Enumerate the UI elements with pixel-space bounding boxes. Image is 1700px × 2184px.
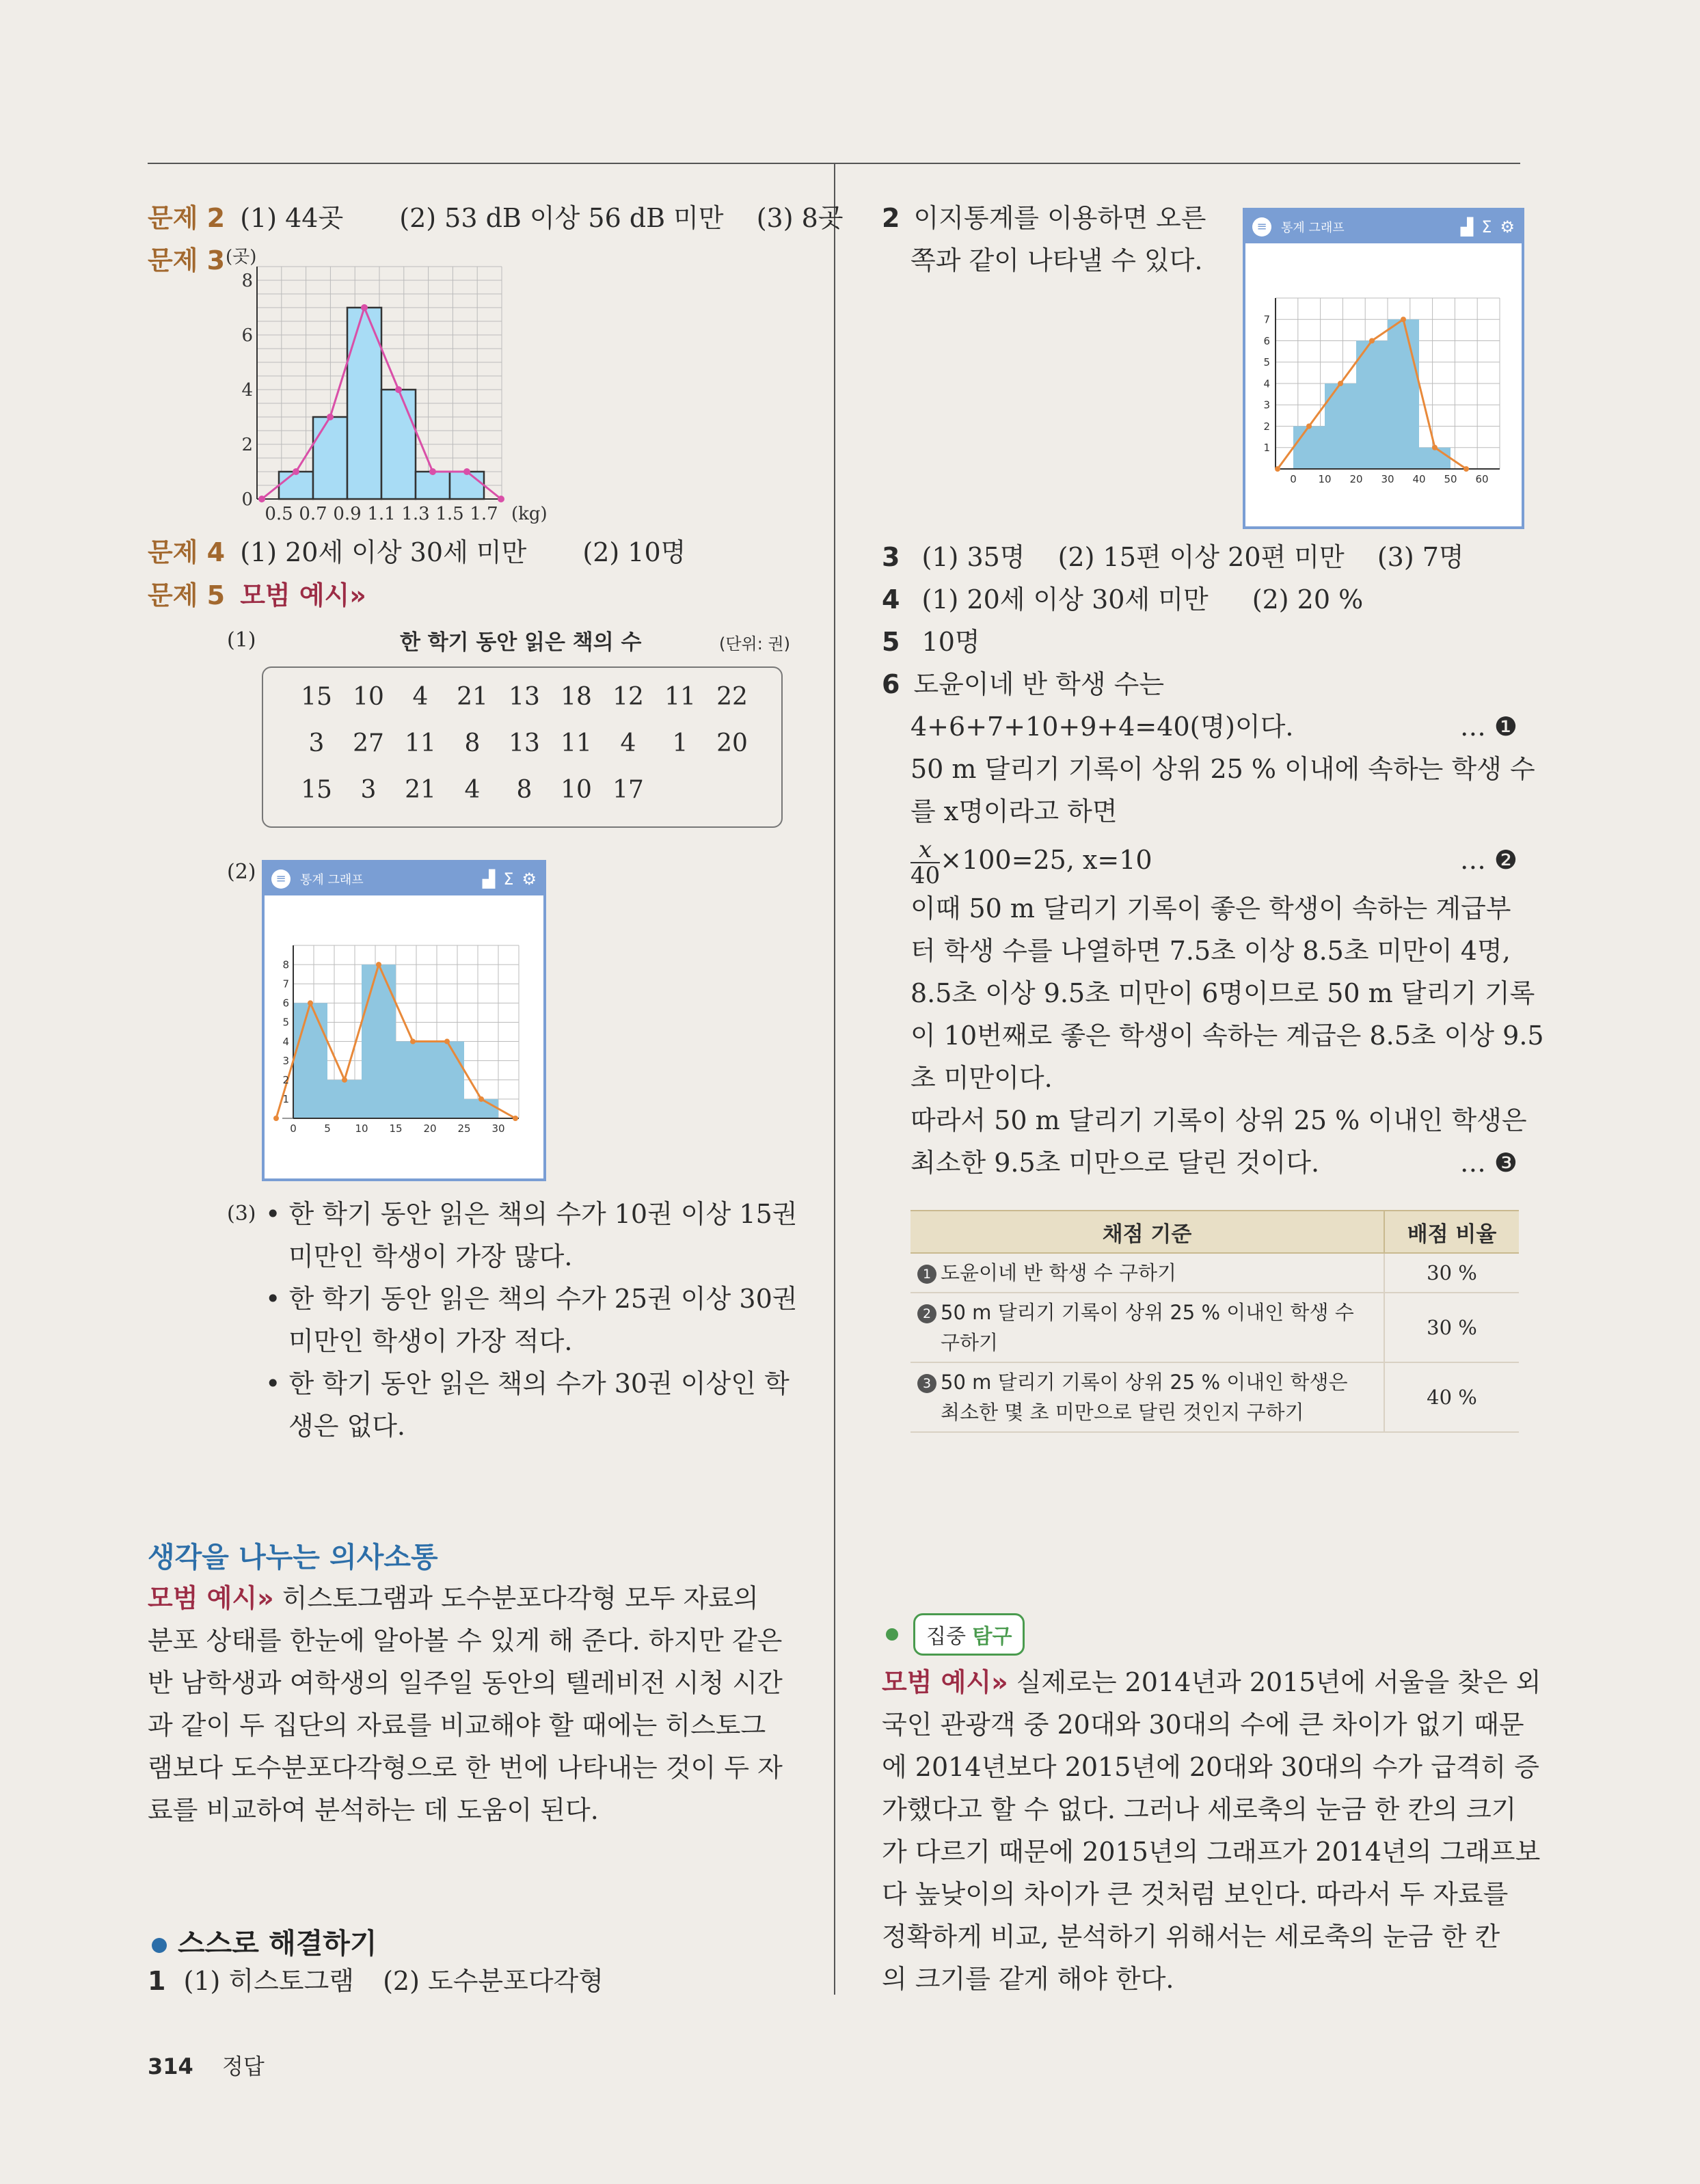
sum-icon[interactable]: Σ — [503, 869, 514, 889]
column-divider — [834, 163, 835, 1995]
x-tick-label: 30 — [491, 1122, 505, 1135]
y-tick-label: 1 — [1263, 442, 1270, 454]
polygon-point — [308, 1000, 313, 1006]
histogram-bar — [1388, 319, 1419, 469]
comm-line: 료를 비교하여 분석하는 데 도움이 된다. — [148, 1795, 599, 1825]
app-bar — [1245, 211, 1522, 243]
x-tick-label: 0.7 — [299, 504, 327, 524]
table-cell: 13 — [509, 729, 540, 757]
table-cell: 12 — [612, 682, 644, 711]
x-tick-label: 0 — [1290, 473, 1297, 485]
focus-line: 가 다르기 때문에 2015년의 그래프가 2014년의 그래프보 — [882, 1837, 1541, 1867]
focus-line: 에 2014년보다 2015년에 20대와 30대의 수가 급격히 증 — [882, 1752, 1540, 1782]
polygon-point — [1369, 338, 1375, 344]
table-cell: 11 — [405, 729, 436, 757]
x-tick-label: 1.3 — [401, 504, 430, 524]
menu-icon[interactable]: ≡ — [1252, 217, 1271, 237]
x-tick-label: 20 — [423, 1122, 437, 1135]
table-cell: 17 — [612, 775, 644, 804]
y-tick-label: 3 — [1263, 399, 1270, 412]
table-cell: 11 — [664, 682, 696, 711]
histogram-bar — [464, 1099, 498, 1118]
x-tick-label: 10 — [355, 1122, 368, 1135]
p5-n3: (3) — [227, 1202, 256, 1226]
x-tick-label: 1.1 — [367, 504, 396, 524]
y-tick-label: 8 — [241, 271, 253, 292]
histogram-bar — [1325, 383, 1356, 469]
histogram-bar — [313, 417, 347, 499]
comm-line: 히스토그램과 도수분포다각형 모두 자료의 — [282, 1583, 759, 1613]
table-cell: 1 — [672, 729, 688, 757]
y-tick-label: 2 — [241, 435, 253, 456]
score-table — [910, 1210, 1519, 1433]
y-tick-label: 5 — [1263, 356, 1270, 368]
x-tick-label: 60 — [1475, 473, 1489, 485]
app-window-books — [262, 860, 546, 1181]
stmt-line: • 한 학기 동안 읽은 책의 수가 30권 이상인 학 — [265, 1369, 790, 1399]
marker-1: … ❶ — [1459, 712, 1517, 742]
x-tick-label: 30 — [1381, 473, 1394, 485]
table-row — [291, 766, 758, 813]
chart-icon[interactable]: ▟ — [482, 869, 496, 889]
chart-icon[interactable]: ▟ — [1460, 217, 1474, 237]
p5-n1: (1) — [227, 628, 256, 652]
table-cell: 21 — [457, 682, 488, 711]
x-tick-label: 25 — [457, 1122, 471, 1135]
histogram-bar — [381, 390, 416, 499]
histogram-bar — [362, 965, 396, 1118]
q2: 2 이지통계를 이용하면 오른 쪽과 같이 나타낼 수 있다. — [882, 203, 1206, 275]
comm-line: 반 남학생과 여학생의 일주일 동안의 텔레비전 시청 시간 — [148, 1668, 783, 1698]
polygon-point — [429, 468, 436, 475]
y-tick-label: 4 — [241, 380, 253, 401]
y-tick-label: 2 — [1263, 420, 1270, 433]
histogram-bar — [1419, 448, 1451, 469]
x-tick-label: 20 — [1349, 473, 1363, 485]
table-row — [291, 720, 758, 766]
polygon-point — [1401, 316, 1406, 322]
histogram-bar — [293, 1003, 327, 1118]
y-tick-label: 3 — [282, 1054, 289, 1067]
problem-3-label: 문제 3 — [148, 245, 226, 275]
polygon-point — [513, 1116, 518, 1121]
gear-icon[interactable]: ⚙ — [522, 869, 537, 889]
chart-histogram-weight — [226, 247, 567, 528]
score-row: 1 도윤이네 반 학생 수 구하기 30 % — [910, 1253, 1519, 1293]
y-tick-label: 1 — [282, 1093, 289, 1106]
polygon-point — [293, 468, 299, 475]
data-table-box — [262, 666, 783, 828]
menu-icon[interactable]: ≡ — [271, 869, 291, 889]
polygon-point — [342, 1077, 347, 1083]
focus-line: 가했다고 할 수 없다. 그러나 세로축의 눈금 한 칸의 크기 — [882, 1794, 1517, 1824]
x-tick-label: 0.5 — [265, 504, 293, 524]
focus-line: 정확하게 비교, 분석하기 위해서는 세로축의 눈금 한 칸 — [882, 1922, 1500, 1952]
focus-body — [882, 1661, 1541, 2000]
fraction: $\frac{x}{40}$ — [910, 835, 941, 889]
polygon-point — [1275, 466, 1280, 472]
gear-icon[interactable]: ⚙ — [1500, 217, 1515, 237]
table-cell: 21 — [405, 775, 436, 804]
table-cell: 15 — [301, 775, 332, 804]
bullet-icon — [886, 1628, 898, 1641]
y-tick-label: 8 — [282, 958, 289, 971]
problem-2: 문제 2 (1) 44곳 (2) 53 dB 이상 56 dB 미만 (3) 8곳 — [148, 203, 844, 233]
chevron-right-icon: » — [349, 580, 366, 610]
histogram-bar — [1356, 341, 1388, 470]
table-title: 한 학기 동안 읽은 책의 수 — [400, 630, 642, 655]
y-tick-label: 6 — [241, 325, 253, 347]
table-cell: 3 — [360, 775, 377, 804]
table-unit: (단위: 권) — [719, 634, 790, 653]
x-tick-label: 40 — [1412, 473, 1426, 485]
marker-2: … ❷ — [1459, 845, 1517, 875]
comm-line: 분포 상태를 한눈에 알아볼 수 있게 해 준다. 하지만 같은 — [148, 1626, 783, 1656]
table-cell: 4 — [464, 775, 481, 804]
data-table — [291, 673, 758, 813]
p5-statements — [265, 1193, 797, 1447]
table-cell: 11 — [561, 729, 592, 757]
q4: 4 (1) 20세 이상 30세 미만 (2) 20 % — [882, 584, 1364, 615]
table-cell: 8 — [516, 775, 532, 804]
score-row: 2 50 m 달리기 기록이 상위 25 % 이내인 학생 수 구하기 30 % — [910, 1293, 1519, 1362]
sum-icon[interactable]: Σ — [1481, 217, 1492, 237]
chart-histogram-books — [265, 895, 538, 1173]
stmt-line: 미만인 학생이 가장 많다. — [288, 1241, 573, 1271]
q3: 3 (1) 35명 (2) 15편 이상 20편 미만 (3) 7명 — [882, 542, 1464, 572]
stmt-line: • 한 학기 동안 읽은 책의 수가 25권 이상 30권 — [265, 1284, 798, 1314]
table-cell: 8 — [464, 729, 481, 757]
x-tick-label: 0.9 — [333, 504, 362, 524]
histogram-bar — [279, 472, 313, 499]
problem-4: 문제 4 (1) 20세 이상 30세 미만 (2) 10명 — [148, 537, 686, 567]
polygon-point — [498, 496, 504, 502]
polygon-point — [463, 468, 470, 475]
polygon-point — [376, 962, 381, 967]
polygon-point — [1338, 381, 1343, 386]
focus-badge: 집중 탐구 — [886, 1613, 1025, 1656]
table-cell: 4 — [620, 729, 636, 757]
table-cell: 4 — [412, 682, 429, 711]
polygon-point — [1463, 466, 1469, 472]
polygon-point — [1306, 424, 1312, 429]
score-row: 3 50 m 달리기 기록이 상위 25 % 이내인 학생은 최소한 몇 초 미만으로 달린 것인지 구하기 40 % — [910, 1362, 1519, 1432]
y-tick-label: 2 — [282, 1074, 289, 1087]
q6: 6 도윤이네 반 학생 수는 4+6+7+10+9+4=40(명)이다. … ❶ 50 m 달리기 기록이 상위 25 % 이내에 속하는 학생 수 를 x명이라고 하면 $\frac{x}{40}$ ×100=25, x=10 … ❷ 이때 50 m 달리기 기록이 좋은 학생이 속하는 계급부 터 학생 수를 나열하면 7.5초 이상 8.5초 미만이 4명, 8.5초 이상 9.5초 미만이 6명이므로 50 m 달리기 기록 이 10번째로 좋은 학생이 속하는 계급은 8.5초 이상 9.5 초 미만이다. 따라서 50 m 달리기 기록이 상위 25 % 이내인 학생은 최소한 9.5초 미만으로 달린 것이다. … ❸ — [882, 663, 1517, 1184]
app-window-q2 — [1243, 208, 1524, 529]
chevron-right-icon: » — [991, 1667, 1008, 1697]
polygon-point — [327, 414, 334, 420]
page-number: 314 — [148, 2053, 193, 2079]
histogram-bar — [450, 472, 484, 499]
p5-n2: (2) — [227, 860, 256, 884]
marker-3: … ❸ — [1459, 1148, 1517, 1178]
y-tick-label: 7 — [1263, 313, 1270, 326]
polygon-point — [444, 1039, 450, 1044]
polygon-point — [1432, 445, 1438, 450]
comm-heading: 생각을 나누는 의사소통 — [148, 1541, 438, 1574]
stmt-line: 생은 없다. — [288, 1411, 405, 1441]
histogram-bar — [416, 472, 450, 499]
x-tick-label: 15 — [389, 1122, 403, 1135]
polygon-point — [273, 1116, 279, 1121]
app-bar — [265, 863, 543, 895]
app-title: 통계 그래프 — [300, 873, 364, 887]
self-answer: 1 (1) 히스토그램 (2) 도수분포다각형 — [148, 1966, 604, 1996]
comm-line: 램보다 도수분포다각형으로 한 번에 나타내는 것이 두 자 — [148, 1753, 783, 1783]
y-tick-label: 6 — [282, 997, 289, 1010]
table-cell: 27 — [353, 729, 384, 757]
q5: 5 10명 — [882, 627, 980, 657]
x-axis-label: (kg) — [511, 504, 548, 524]
x-tick-label: 1.7 — [470, 504, 498, 524]
y-tick-label: 4 — [1263, 377, 1270, 390]
y-tick-label: 0 — [241, 489, 253, 511]
table-cell: 10 — [561, 775, 592, 804]
focus-line: 의 크기를 같게 해야 한다. — [882, 1964, 1174, 1994]
stmt-line: 미만인 학생이 가장 적다. — [288, 1326, 573, 1356]
focus-line: 실제로는 2014년과 2015년에 서울을 찾은 외 — [1016, 1667, 1541, 1697]
app-title: 통계 그래프 — [1281, 221, 1345, 235]
polygon-point — [410, 1039, 416, 1044]
x-tick-label: 50 — [1444, 473, 1457, 485]
x-tick-label: 10 — [1318, 473, 1332, 485]
histogram-bar — [327, 1080, 362, 1118]
score-header-criteria: 채점 기준 — [910, 1211, 1384, 1253]
table-cell: 15 — [301, 682, 332, 711]
histogram-bar — [396, 1042, 430, 1118]
table-cell: 13 — [509, 682, 540, 711]
score-header-ratio: 배점 비율 — [1384, 1211, 1519, 1253]
y-axis-label: (곳) — [226, 247, 257, 267]
problem-5: 문제 5 모범 예시» — [148, 580, 366, 610]
y-tick-label: 7 — [282, 978, 289, 990]
table-cell: 3 — [308, 729, 325, 757]
table-cell: 22 — [716, 682, 748, 711]
bullet-icon — [152, 1938, 167, 1953]
focus-line: 국인 관광객 중 20대와 30대의 수에 큰 차이가 없기 때문 — [882, 1710, 1524, 1740]
table-cell: 20 — [716, 729, 748, 757]
self-heading: 스스로 해결하기 — [152, 1921, 377, 1961]
polygon-point — [478, 1096, 484, 1102]
chart-histogram-q2 — [1245, 243, 1516, 521]
histogram-bar — [430, 1042, 464, 1118]
y-tick-label: 5 — [282, 1016, 289, 1029]
x-tick-label: 0 — [290, 1122, 297, 1135]
focus-line: 다 높낮이의 차이가 큰 것처럼 보인다. 따라서 두 자료를 — [882, 1879, 1509, 1909]
polygon-point — [361, 304, 368, 311]
table-row — [291, 673, 758, 720]
comm-body — [148, 1577, 783, 1831]
stmt-line: • 한 학기 동안 읽은 책의 수가 10권 이상 15권 — [265, 1199, 798, 1229]
y-tick-label: 6 — [1263, 334, 1270, 347]
example-label: 모범 예시 — [148, 1583, 258, 1613]
histogram-bar — [1293, 427, 1325, 470]
footer-label: 정답 — [221, 2053, 265, 2079]
polygon-point — [258, 496, 265, 502]
table-cell: 18 — [561, 682, 592, 711]
chevron-right-icon: » — [257, 1583, 274, 1613]
comm-line: 과 같이 두 집단의 자료를 비교해야 할 때에는 히스토그 — [148, 1710, 766, 1740]
x-tick-label: 5 — [324, 1122, 331, 1135]
example-label: 모범 예시 — [882, 1667, 992, 1697]
x-tick-label: 1.5 — [435, 504, 464, 524]
page-footer — [148, 2049, 265, 2081]
polygon-point — [395, 386, 402, 393]
table-cell: 10 — [353, 682, 384, 711]
y-tick-label: 4 — [282, 1035, 289, 1048]
